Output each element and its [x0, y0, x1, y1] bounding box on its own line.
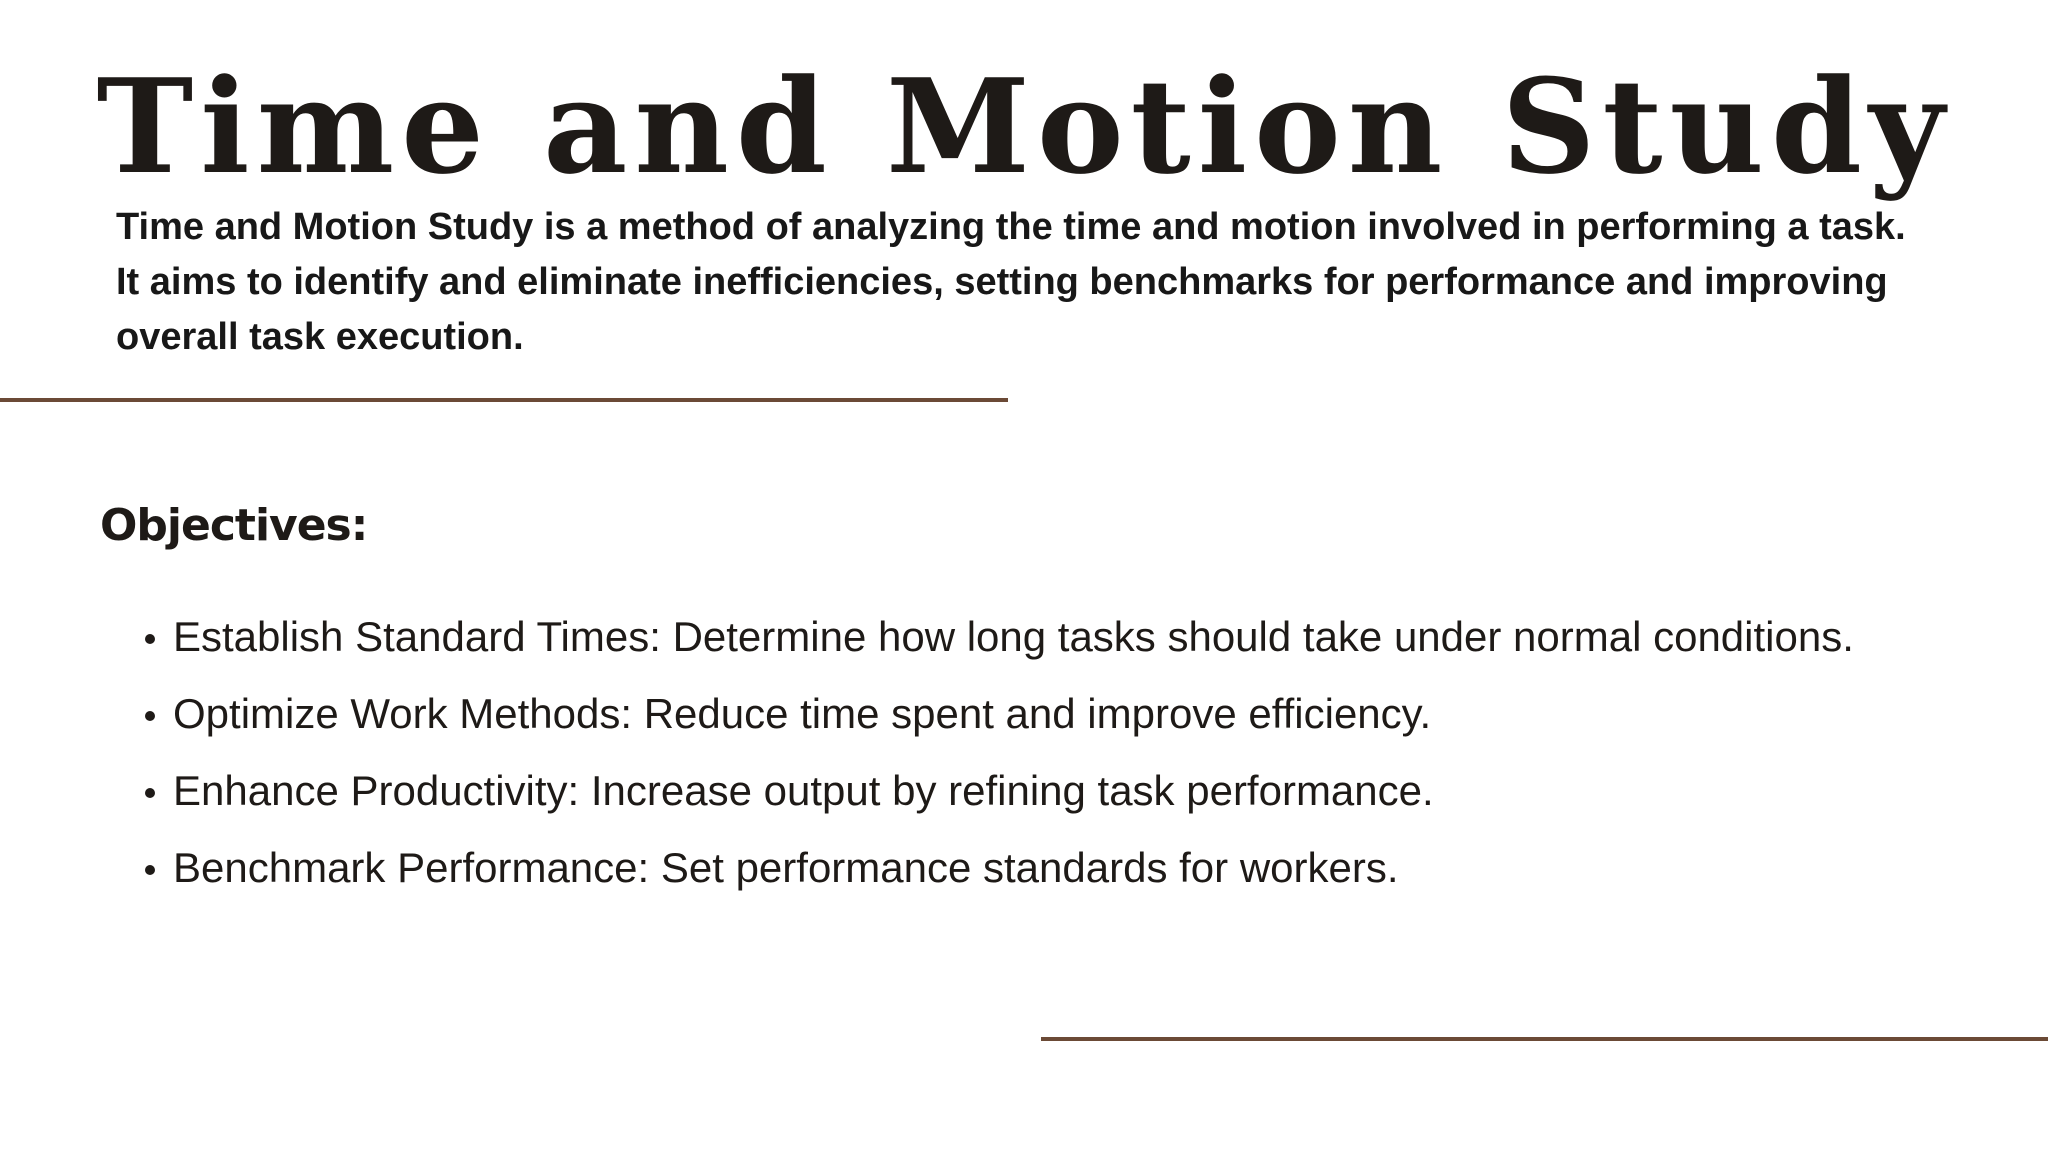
- objectives-heading: Objectives:: [100, 500, 368, 551]
- objective-item: [140, 836, 2020, 913]
- intro-paragraph: Time and Motion Study is a method of analyzing the time and motion involved in performing a task. It aims to identify and eliminate inefficiencies, setting benchmarks for performance and improving overall task execution.: [116, 206, 1906, 358]
- objective-text: Benchmark Performance: Set performance standards for workers.: [173, 844, 1399, 891]
- objective-text: Enhance Productivity: Increase output by refining task performance.: [173, 767, 1434, 814]
- bullet-icon: [145, 711, 155, 721]
- bullet-icon: [145, 865, 155, 875]
- bullet-icon: [145, 788, 155, 798]
- objective-item: [140, 605, 2020, 682]
- bottom-divider: [1041, 1037, 2048, 1041]
- objective-item: [140, 682, 2020, 759]
- objective-text: Optimize Work Methods: Reduce time spent and improve efficiency.: [173, 690, 1432, 737]
- bullet-icon: [145, 634, 155, 644]
- objectives-list: [140, 605, 2020, 913]
- objective-text: Establish Standard Times: Determine how long tasks should take under normal conditions.: [173, 613, 1854, 660]
- top-divider: [0, 398, 1008, 402]
- slide-title: Time and Motion Study: [96, 50, 1952, 203]
- objective-item: [140, 759, 2020, 836]
